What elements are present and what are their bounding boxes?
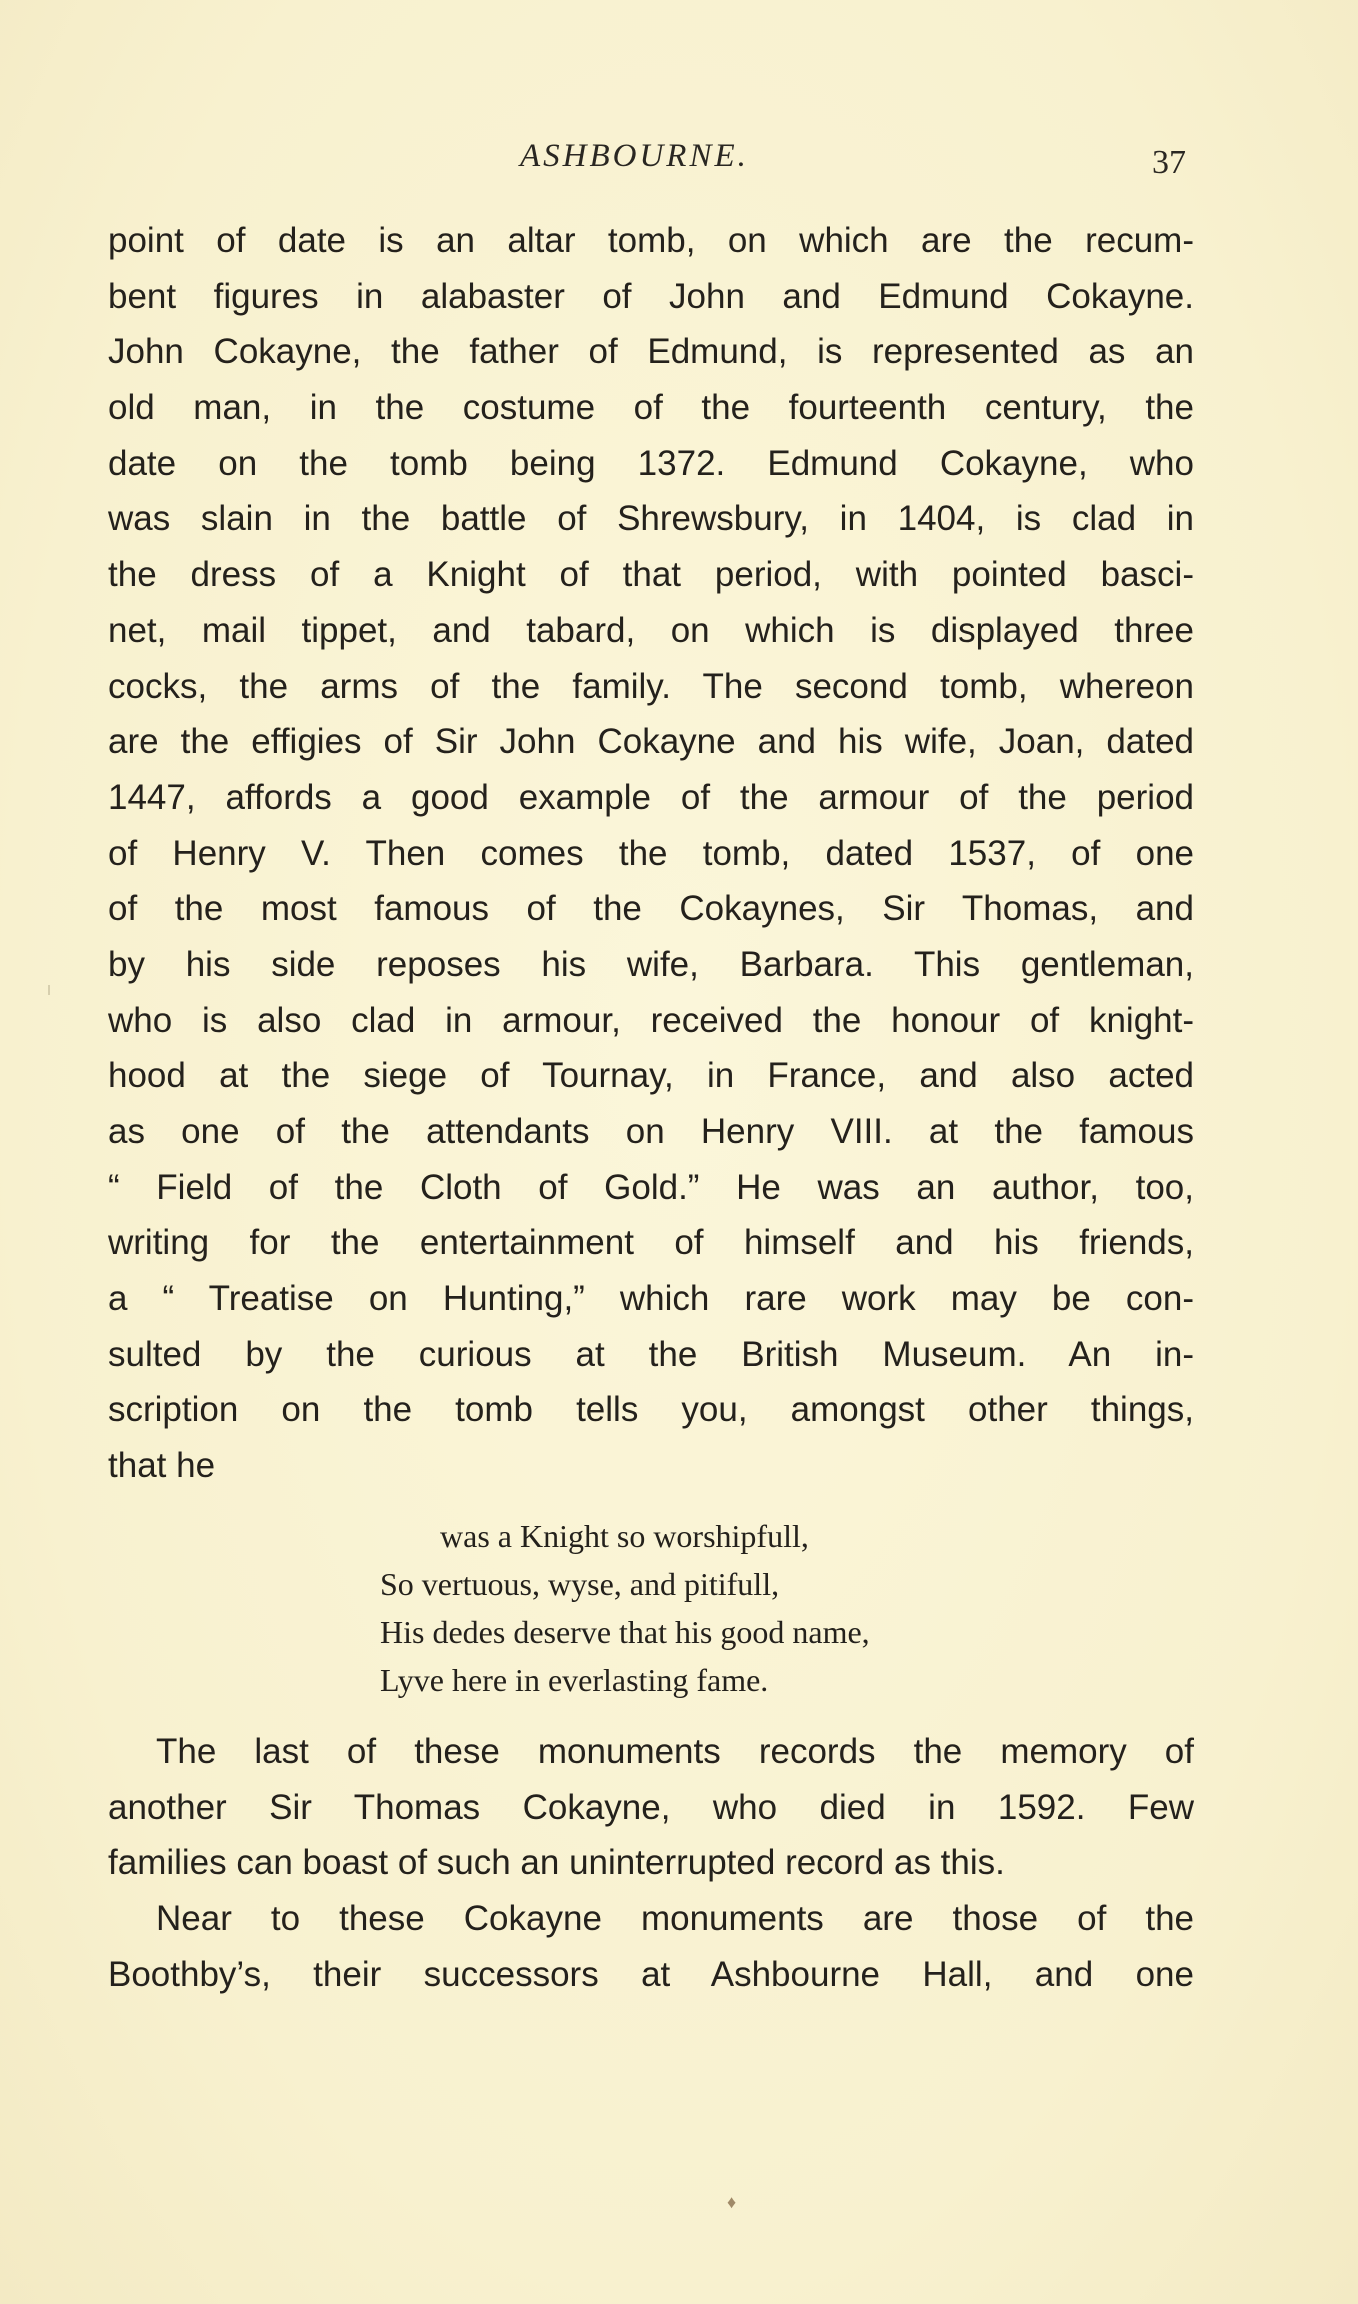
text-line: of the most famous of the Cokaynes, Sir Thomas, and: [108, 889, 1194, 929]
text-line: the dress of a Knight of that period, with pointed basci-: [108, 555, 1194, 595]
text-line: date on the tomb being 1372. Edmund Cokayne, who: [108, 443, 1194, 483]
text-line: “ Field of the Cloth of Gold.” He was an author, too,: [108, 1167, 1194, 1207]
text-line: who is also clad in armour, received the honour of knight-: [108, 1000, 1194, 1040]
text-line: that he: [108, 1446, 216, 1486]
text-line: cocks, the arms of the family. The second tomb, whereon: [108, 666, 1194, 706]
text-line: point of date is an altar tomb, on which are the recum-: [108, 221, 1194, 260]
running-title: ASHBOURNE.: [520, 138, 749, 174]
text-line: net, mail tippet, and tabard, on which is displayed three: [108, 610, 1194, 650]
text-line: The last of these monuments records the memory of: [156, 1732, 1194, 1771]
text-line: 1447, affords a good example of the armour of the period: [108, 777, 1194, 817]
verse-line: His dedes deserve that his good name,: [380, 1614, 870, 1650]
text-line: of Henry V. Then comes the tomb, dated 1537, of one: [108, 833, 1194, 873]
text-line: hood at the siege of Tournay, in France, and also acted: [108, 1056, 1194, 1096]
text-line: bent figures in alabaster of John and Edmund Cokayne.: [108, 276, 1194, 316]
verse-line: Lyve here in everlasting fame.: [380, 1662, 769, 1698]
text-line: Boothby’s, their successors at Ashbourne Hall, and one: [108, 1954, 1194, 1994]
text-line: was slain in the battle of Shrewsbury, in 1404, is clad in: [108, 499, 1194, 539]
text-line: families can boast of such an uninterrupted record as this.: [108, 1843, 1005, 1883]
text-line: sulted by the curious at the British Museum. An in-: [108, 1334, 1194, 1374]
paragraph-2-and-3: [108, 1724, 1194, 2002]
text-line: scription on the tomb tells you, amongst other things,: [108, 1390, 1194, 1430]
verse-line: So vertuous, wyse, and pitifull,: [380, 1566, 780, 1602]
text-line: as one of the attendants on Henry VIII. at the famous: [108, 1112, 1194, 1151]
text-line: by his side reposes his wife, Barbara. This gentleman,: [108, 944, 1194, 984]
verse-quotation: [380, 1512, 1080, 1704]
text-line: a “ Treatise on Hunting,” which rare work may be con-: [108, 1279, 1194, 1319]
text-line: old man, in the costume of the fourteenth century, the: [108, 388, 1194, 428]
text-line: another Sir Thomas Cokayne, who died in 1592. Few: [108, 1787, 1194, 1827]
running-head: [0, 138, 1358, 188]
text-line: Near to these Cokayne monuments are those of the: [156, 1899, 1194, 1939]
margin-speck: [48, 985, 50, 995]
printers-ornament-icon: ♦: [727, 2192, 737, 2212]
paragraph-1: [108, 213, 1194, 1494]
verse-line: was a Knight so worshipfull,: [440, 1518, 809, 1554]
text-line: are the effigies of Sir John Cokayne and his wife, Joan, dated: [108, 722, 1194, 762]
page-number: 37: [1152, 144, 1186, 181]
text-line: John Cokayne, the father of Edmund, is represented as an: [108, 332, 1194, 372]
text-line: writing for the entertainment of himself and his friends,: [108, 1223, 1194, 1263]
